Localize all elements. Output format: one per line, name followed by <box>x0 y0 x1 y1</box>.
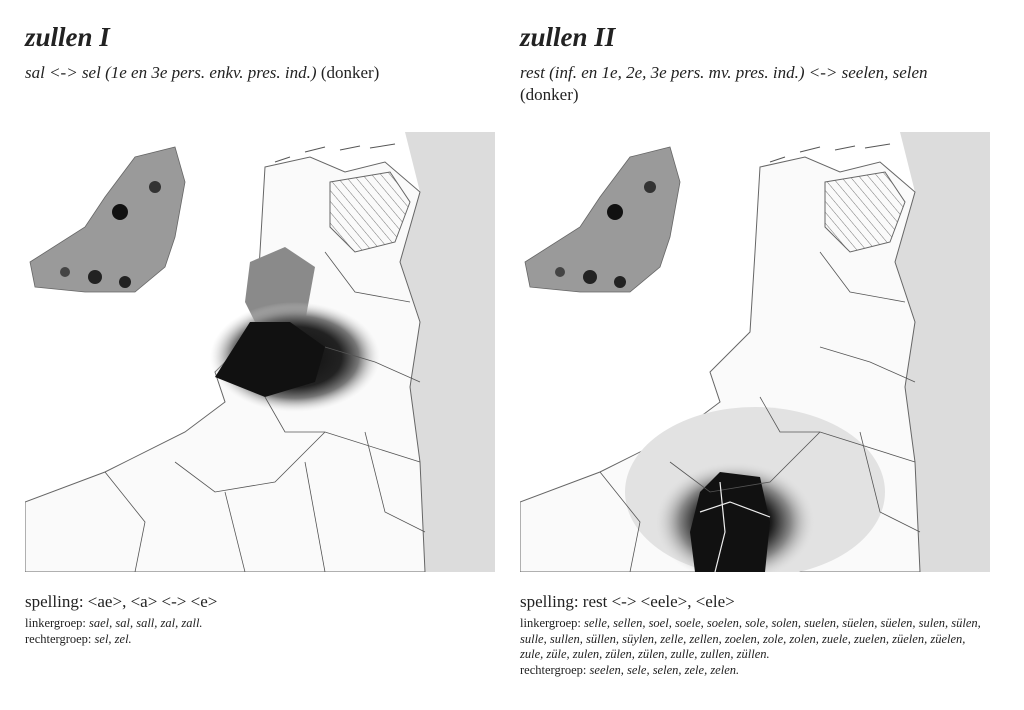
right-group-forms: seelen, sele, selen, zele, zelen. <box>589 662 740 677</box>
spelling-groups <box>520 616 990 678</box>
right-group-label: rechtergroep: <box>520 662 590 677</box>
wadden-islands <box>770 144 890 162</box>
wadden-islands <box>275 144 395 162</box>
left-group-forms: sael, sal, sall, zal, zall. <box>89 616 203 630</box>
spelling-line: spelling: rest <-> <eele>, <ele> <box>520 592 735 611</box>
panel-subtitle <box>25 62 495 84</box>
left-group-forms: selle, sellen, soel, soele, soelen, sole, solen, suelen, süelen, süelen, sulen, sülen, sulle, sullen, süllen, süylen, zelle, zellen, zoelen, zole, zolen, zuele, zuelen, züelen, züelen, zule, züle, zulen, zülen, zülen, zulle, zullen, züllen. <box>520 616 981 661</box>
panel-subtitle <box>520 62 990 106</box>
left-group-label: linkergroep: <box>25 616 89 630</box>
subtitle-note: (donker) <box>520 85 579 104</box>
spelling-groups <box>25 616 495 647</box>
inset-map <box>525 147 680 292</box>
spelling-line: spelling: <ae>, <a> <-> <e> <box>25 592 218 611</box>
dialect-map <box>520 132 990 572</box>
panel-title: zullen I <box>25 22 110 52</box>
panel-title: zullen II <box>520 22 616 52</box>
left-group-label: linkergroep: <box>520 616 584 630</box>
dialect-map <box>25 132 495 572</box>
subtitle-forms: rest (inf. en 1e, 2e, 3e pers. mv. pres. ind.) <-> seelen, selen <box>520 63 928 82</box>
subtitle-note: (donker) <box>316 63 380 82</box>
right-group-forms: sel, zel. <box>94 631 132 646</box>
right-group-label: rechtergroep: <box>25 631 95 646</box>
subtitle-forms: sal <-> sel (1e en 3e pers. enkv. pres. ind.) <box>25 63 317 82</box>
inset-map <box>30 147 185 292</box>
